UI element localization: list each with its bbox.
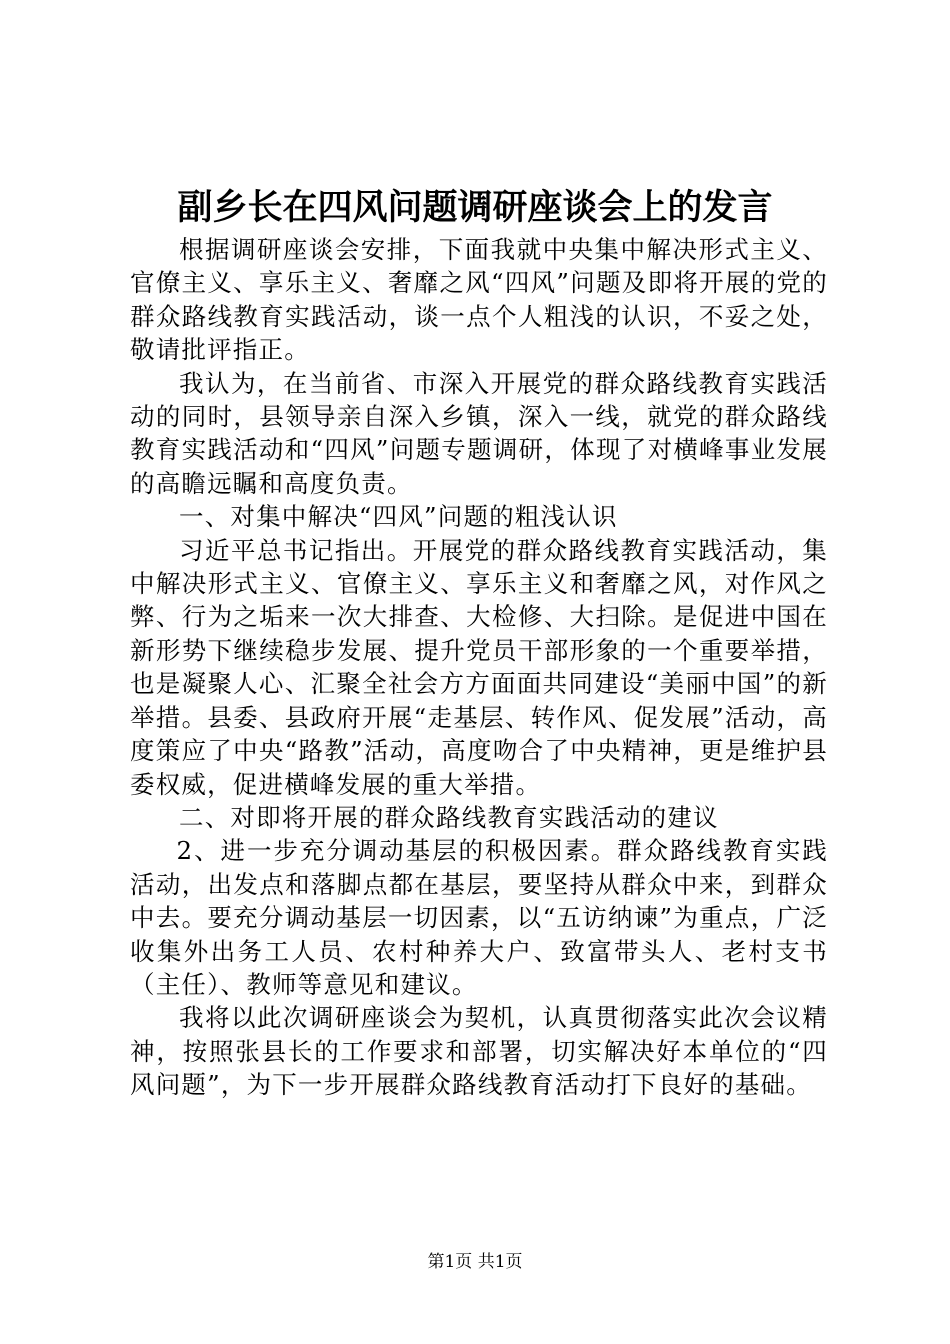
section-heading-1: 一、对集中解决“四风”问题的粗浅认识: [179, 502, 618, 532]
paragraph-opinion: 我认为，在当前省、市深入开展党的群众路线教育实践活动的同时，县领导亲自深入乡镇，深入一线，就党的群众路线教育实践活动和“四风”问题专题调研，体现了对横峰事业发展的高瞻远瞩和高度负责。: [130, 368, 828, 498]
paragraph-intro: 根据调研座谈会安排，下面我就中央集中解决形式主义、官僚主义、享乐主义、奢靡之风“四风”问题及即将开展的党的群众路线教育实践活动，谈一点个人粗浅的认识，不妥之处，敬请批评指正。: [130, 235, 828, 365]
document-body: [130, 233, 828, 1102]
paragraph-section-2: 2、进一步充分调动基层的积极因素。群众路线教育实践活动，出发点和落脚点都在基层，要坚持从群众中来，到群众中去。要充分调动基层一切因素，以“五访纳谏”为重点，广泛收集外出务工人员、农村种养大户、致富带头人、老村支书（主任）、教师等意见和建议。: [130, 836, 828, 999]
page-number-footer: 第1页 共1页: [427, 1252, 523, 1272]
section-heading-2: 二、对即将开展的群众路线教育实践活动的建议: [179, 802, 719, 832]
paragraph-section-1: 习近平总书记指出。开展党的群众路线教育实践活动，集中解决形式主义、官僚主义、享乐主义和奢靡之风，对作风之弊、行为之垢来一次大排查、大检修、大扫除。是促进中国在新形势下继续稳步发展、提升党员干部形象的一个重要举措，也是凝聚人心、汇聚全社会方方面面共同建设“美丽中国”的新举措。县委、县政府开展“走基层、转作风、促发展”活动，高度策应了中央“路教”活动，高度吻合了中央精神，更是维护县委权威，促进横峰发展的重大举措。: [130, 535, 828, 799]
paragraph-closing: 我将以此次调研座谈会为契机，认真贯彻落实此次会议精神，按照张县长的工作要求和部署，切实解决好本单位的“四风问题”，为下一步开展群众路线教育活动打下良好的基础。: [130, 1003, 828, 1100]
document-title: 副乡长在四风问题调研座谈会上的发言: [177, 187, 773, 228]
